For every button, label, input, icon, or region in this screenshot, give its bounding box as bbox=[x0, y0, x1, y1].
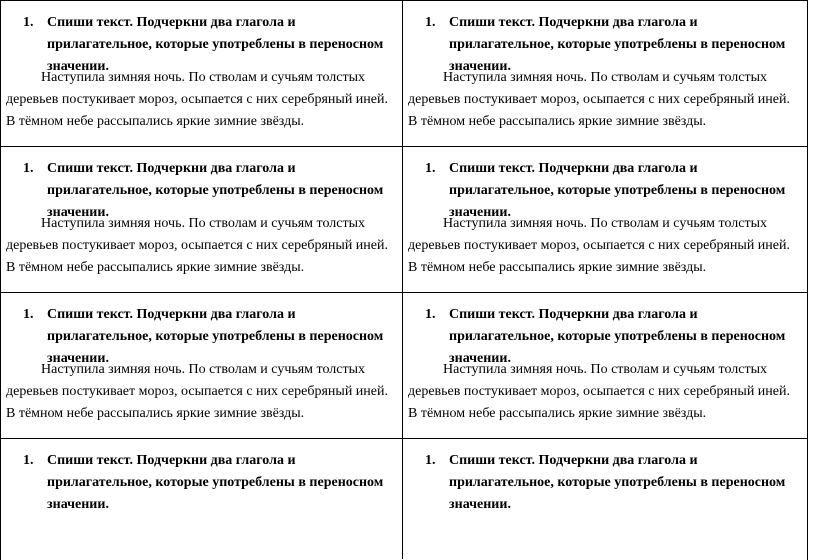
card bbox=[403, 439, 807, 559]
card bbox=[403, 1, 807, 147]
task-number: 1. bbox=[425, 15, 436, 30]
task-number: 1. bbox=[425, 161, 436, 176]
passage-text: Наступила зимняя ночь. По стволам и сучьям толстых деревьев постукивает мороз, осыпается с них серебряный иней. В тёмном небе рассыпались яркие зимние звёзды. bbox=[6, 216, 388, 275]
task-text: Спиши текст. Подчеркни два глагола и прилагательное, которые употреблены в переносном значении. bbox=[449, 15, 786, 74]
task-number: 1. bbox=[425, 307, 436, 322]
task-text: Спиши текст. Подчеркни два глагола и прилагательное, которые употреблены в переносном значении. bbox=[449, 161, 786, 220]
passage-text: Наступила зимняя ночь. По стволам и сучьям толстых деревьев постукивает мороз, осыпается с них серебряный иней. В тёмном небе рассыпались яркие зимние звёзды. bbox=[6, 362, 388, 421]
task-text: Спиши текст. Подчеркни два глагола и прилагательное, которые употреблены в переносном значении. bbox=[449, 453, 786, 512]
card-grid bbox=[1, 1, 807, 559]
task-number: 1. bbox=[425, 453, 436, 468]
passage-text: Наступила зимняя ночь. По стволам и сучьям толстых деревьев постукивает мороз, осыпается с них серебряный иней. В тёмном небе рассыпались яркие зимние звёзды. bbox=[408, 216, 790, 275]
task-text: Спиши текст. Подчеркни два глагола и прилагательное, которые употреблены в переносном значении. bbox=[47, 15, 384, 74]
task-number: 1. bbox=[23, 453, 34, 468]
task-instruction bbox=[23, 450, 393, 516]
task-text: Спиши текст. Подчеркни два глагола и прилагательное, которые употреблены в переносном значении. bbox=[47, 453, 384, 512]
task-number: 1. bbox=[23, 307, 34, 322]
card bbox=[1, 147, 403, 293]
task-instruction bbox=[425, 450, 795, 516]
task-text: Спиши текст. Подчеркни два глагола и прилагательное, которые употреблены в переносном значении. bbox=[47, 307, 384, 366]
passage-text: Наступила зимняя ночь. По стволам и сучьям толстых деревьев постукивает мороз, осыпается с них серебряный иней. В тёмном небе рассыпались яркие зимние звёзды. bbox=[408, 70, 790, 129]
task-number: 1. bbox=[23, 161, 34, 176]
passage-text: Наступила зимняя ночь. По стволам и сучьям толстых деревьев постукивает мороз, осыпается с них серебряный иней. В тёмном небе рассыпались яркие зимние звёзды. bbox=[408, 362, 790, 421]
task-text: Спиши текст. Подчеркни два глагола и прилагательное, которые употреблены в переносном значении. bbox=[47, 161, 384, 220]
task-number: 1. bbox=[23, 15, 34, 30]
card bbox=[1, 1, 403, 147]
passage-text: Наступила зимняя ночь. По стволам и сучьям толстых деревьев постукивает мороз, осыпается с них серебряный иней. В тёмном небе рассыпались яркие зимние звёзды. bbox=[6, 70, 388, 129]
card bbox=[403, 293, 807, 439]
card bbox=[1, 293, 403, 439]
card bbox=[403, 147, 807, 293]
task-text: Спиши текст. Подчеркни два глагола и прилагательное, которые употреблены в переносном значении. bbox=[449, 307, 786, 366]
card bbox=[1, 439, 403, 559]
